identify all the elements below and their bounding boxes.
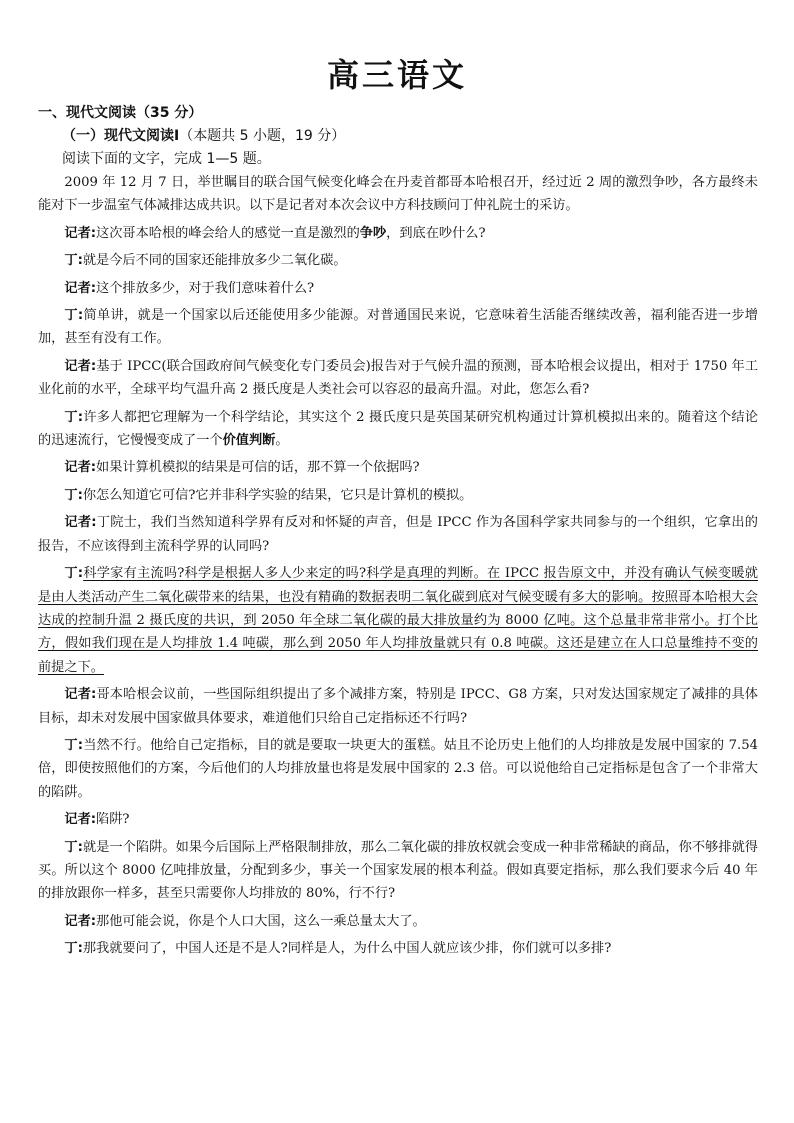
speaker-label: 丁:: [64, 737, 84, 753]
passage-paragraph: [38, 734, 758, 804]
speaker-label: 记者:: [64, 812, 97, 828]
subsection-heading: [62, 125, 345, 145]
paragraph-text: 基于 IPCC(联合国政府间气候变化专门委员会)报告对于气候升温的预测，哥本哈根会议提出，相对于 1750 年工业化前的水平，全球平均气温升高 2 摄氏度是人类社会可以容忍的最高升温。对此，您怎么看?: [38, 358, 759, 398]
paragraph-text: 。: [275, 433, 289, 449]
speaker-label: 记者:: [64, 687, 97, 703]
emphasis-text: 争吵: [359, 225, 387, 241]
paragraph-text: 那我就要问了，中国人还是不是人?同样是人，为什么中国人就应该少排，你们就可以多排?: [82, 941, 612, 957]
passage-paragraph: [38, 355, 758, 402]
passage-paragraph: [38, 222, 758, 245]
paragraph-text: 简单讲，就是一个国家以后还能使用多少能源。对普通国民来说，它意味着生活能否继续改善，福利能否进一步增加，甚至有没有工作。: [38, 308, 758, 347]
speaker-label: 记者:: [64, 280, 97, 296]
paragraph-text: 如果计算机模拟的结果是可信的话，那不算一个依据吗?: [96, 460, 420, 476]
paragraph-text: 那他可能会说，你是个人口大国，这么一乘总量太大了。: [96, 913, 426, 929]
speaker-label: 丁:: [64, 839, 83, 855]
speaker-label: 记者:: [64, 358, 97, 374]
passage-paragraph: [38, 249, 758, 272]
passage-paragraph: [38, 171, 758, 218]
page-title: 高三语文: [326, 56, 467, 94]
speaker-label: 丁:: [64, 409, 84, 425]
subsection-note: （本题共 5 小题，19 分）: [179, 128, 346, 144]
speaker-label: 丁:: [64, 253, 83, 269]
speaker-label: 丁:: [64, 566, 84, 582]
paragraph-text: 丁院士，我们当然知道科学界有反对和怀疑的声音，但是 IPCC 作为各国科学家共同参与的一个组织，它拿出的报告，不应该得到主流科学界的认同吗?: [38, 515, 758, 554]
passage-paragraph: [38, 511, 758, 558]
passage-paragraph: [38, 277, 758, 300]
paragraph-text: 这个排放多少，对于我们意味着什么?: [96, 280, 315, 296]
paragraph-text: 陷阱?: [96, 812, 130, 828]
paragraph-text: 当然不行。他给自己定指标，目的就是要取一块更大的蛋糕。姑且不论历史上他们的人均排放是发展中国家的 7.54 倍，即使按照他们的方案，今后他们的人均排放量也将是发展中国家的 2.3 倍。可以说他给自己定指标是包含了一个非常大的陷阱。: [38, 737, 758, 800]
paragraph-text: 这次哥本哈根的峰会给人的感觉一直是激烈的: [96, 225, 360, 241]
subsection-label: （一）现代文阅读Ⅰ: [62, 128, 180, 144]
passage-paragraph: [38, 304, 758, 351]
passage-paragraph: [38, 683, 758, 730]
paragraph-text: 就是今后不同的国家还能排放多少二氧化碳。: [82, 253, 347, 269]
paragraph-text: 哥本哈根会议前，一些国际组织提出了多个减排方案，特别是 IPCC、G8 方案，只对发达国家规定了减排的具体目标，却未对发展中国家做具体要求，难道他们只给自己定指标还不行吗?: [38, 687, 758, 726]
paragraph-text: 就是一个陷阱。如果今后国际上严格限制排放，那么二氧化碳的排放权就会变成一种非常稀缺的商品，你不够排就得买。所以这个 8000 亿吨排放量，分配到多少，事关一个国家发展的根本利益。假如真要定指标，那么我们要求今后 40 年的排放跟你一样多，甚至只需要你人均排放的 80%，行不行?: [38, 839, 758, 902]
speaker-label: 记者:: [64, 460, 97, 476]
passage-paragraph: [38, 484, 758, 507]
paragraph-text: ，到底在吵什么?: [386, 225, 486, 241]
speaker-label: 丁:: [64, 941, 83, 957]
passage-paragraph: [38, 910, 758, 933]
speaker-label: 记者:: [64, 225, 97, 241]
speaker-label: 记者:: [64, 913, 97, 929]
paragraph-text: 许多人都把它理解为一个科学结论，其实这个 2 摄氏度只是英国某研究机构通过计算机模拟出来的。随着这个结论的迅速流行，它慢慢变成了一个: [38, 409, 758, 449]
reading-passage: [38, 171, 758, 965]
paragraph-text: 2009 年 12 月 7 日，举世瞩目的联合国气候变化峰会在丹麦首都哥本哈根召开，经过近 2 周的激烈争吵，各方最终未能对下一步温室气体减排达成共识。以下是记者对本次会议中方科技顾问丁仲礼院士的采访。: [38, 175, 758, 214]
speaker-label: 丁:: [64, 487, 83, 503]
section-heading: 一、现代文阅读（35 分）: [38, 105, 203, 121]
underlined-text: 科学家有主流吗?科学是根据人多人少来定的吗?科学是真理的判断。在 IPCC 报告原文中，并没有确认气候变暖就是由人类活动产生二氧化碳带来的结果，也没有精确的数据表明二氧化碳到底对气候变暖有多大的影响。按照哥本哈根大会达成的控制升温 2 摄氏度的共识，到 2050 年全球二氧化碳的最大排放量约为 8000 亿吨。这个总量非常非常小。打个比方，假如我们现在是人均排放 1.4 吨碳，那么到 2050 年人均排放量就只有 0.8 吨碳。这还是建立在人口总量维持不变的前提之下。: [38, 566, 758, 675]
passage-paragraph: [38, 456, 758, 479]
passage-paragraph: [38, 808, 758, 831]
speaker-label: 记者:: [64, 515, 97, 531]
passage-paragraph: [38, 836, 758, 906]
emphasis-text: 价值判断: [222, 433, 276, 449]
passage-paragraph: [38, 406, 758, 453]
speaker-label: 丁:: [64, 308, 84, 324]
paragraph-text: 你怎么知道它可信?它并非科学实验的结果，它只是计算机的模拟。: [82, 487, 473, 503]
passage-paragraph: [38, 937, 758, 960]
instruction: 阅读下面的文字，完成 1—5 题。: [62, 151, 271, 167]
passage-paragraph: [38, 562, 758, 679]
